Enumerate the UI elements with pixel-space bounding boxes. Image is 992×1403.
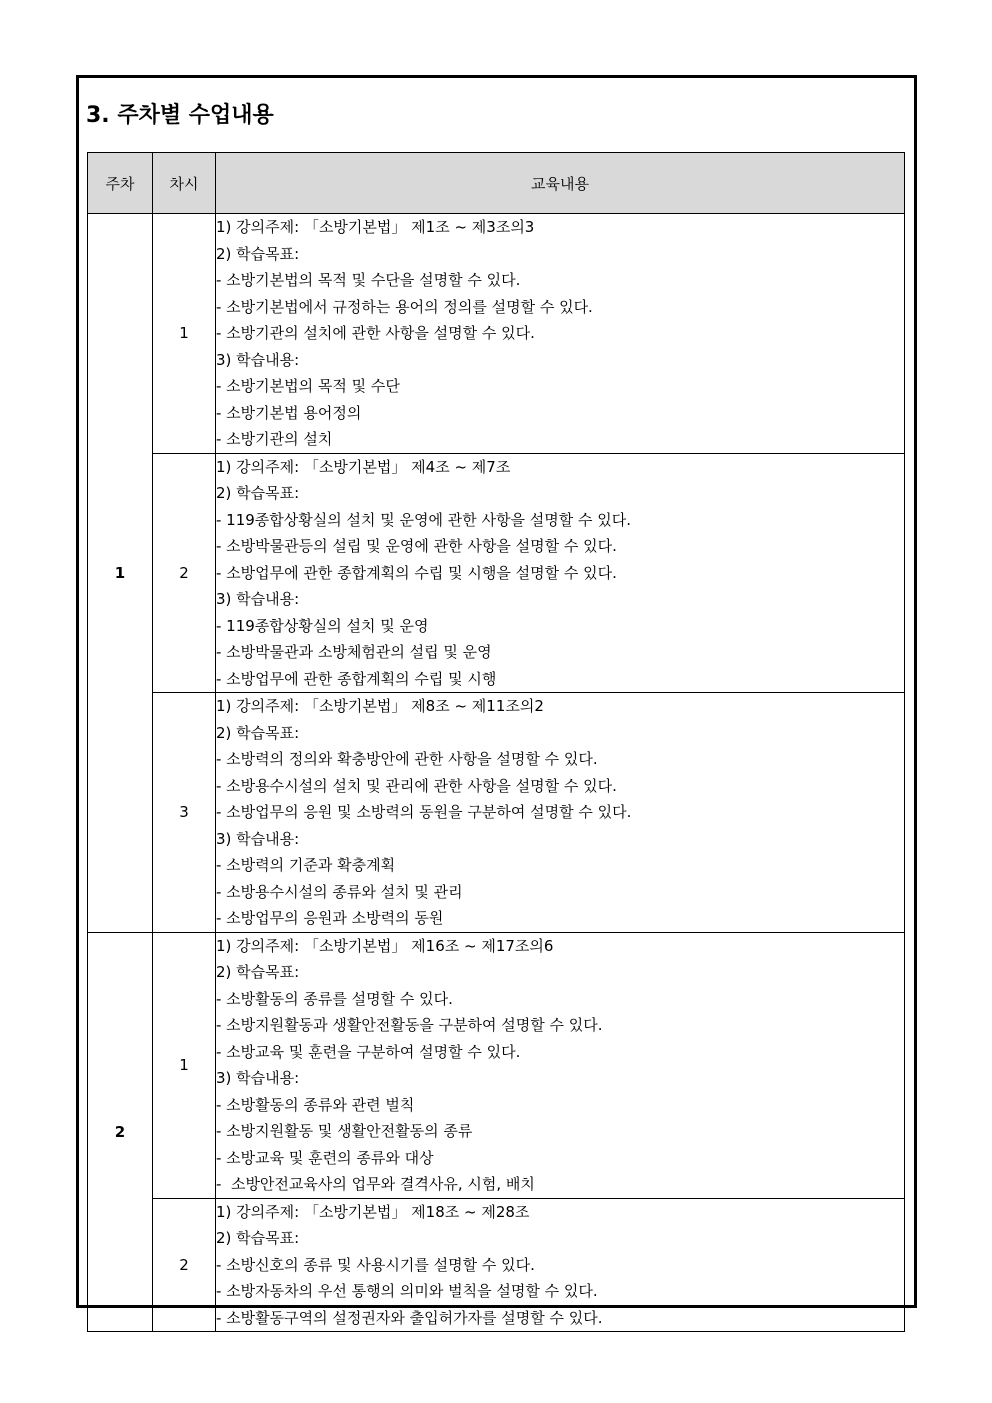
table-header-row [88,153,905,214]
session-cell: 2 [153,453,216,693]
section-title: 3. 주차별 수업내용 [86,103,274,128]
table-row [88,693,905,933]
header-session: 차시 [153,153,216,214]
content-line: - 소방업무의 응원 및 소방력의 동원을 구분하여 설명할 수 있다. [216,803,632,821]
table-row [88,453,905,693]
content-line: 1) 강의주제: 「소방기본법」 제16조 ~ 제17조의6 [216,936,554,955]
content-line: 3) 학습내용: [216,1069,300,1087]
content-line: 2) 학습목표: [216,484,300,502]
table-row [88,932,905,1198]
content-line: 3) 학습내용: [216,829,300,848]
content-line: 2) 학습목표: [216,963,300,981]
content-cell [216,453,905,693]
content-line: - 소방업무에 관한 종합계획의 수립 및 시행 [216,669,497,688]
content-line: - 소방용수시설의 종류와 설치 및 관리 [216,882,463,901]
content-cell [216,214,905,454]
content-line: 1) 강의주제: 「소방기본법」 제4조 ~ 제7조 [216,457,511,476]
content-line: - 소방기본법 용어정의 [216,403,362,422]
content-line: - 소방활동의 종류를 설명할 수 있다. [216,989,453,1008]
content-line: 1) 강의주제: 「소방기본법」 제8조 ~ 제11조의2 [216,697,544,715]
content-line: - 소방기관의 설치에 관한 사항을 설명할 수 있다. [216,324,535,342]
table-row [88,214,905,454]
content-cell [216,693,905,933]
content-cell [216,1198,905,1332]
content-line: - 소방자동차의 우선 통행의 의미와 벌칙을 설명할 수 있다. [216,1282,598,1300]
content-line: 3) 학습내용: [216,590,300,608]
content-line: 3) 학습내용: [216,350,300,369]
content-line: - 소방활동구역의 설정권자와 출입허가자를 설명할 수 있다. [216,1308,603,1327]
content-line: - 소방업무에 관한 종합계획의 수립 및 시행을 설명할 수 있다. [216,563,617,582]
content-line: - 소방력의 기준과 확충계획 [216,856,396,874]
week-cell: 1 [88,214,153,933]
content-line: - 소방지원활동 및 생활안전활동의 종류 [216,1122,473,1140]
content-line: - 소방기본법의 목적 및 수단을 설명할 수 있다. [216,271,521,289]
content-line: - 소방교육 및 훈련의 종류와 대상 [216,1148,434,1167]
table-row [88,1198,905,1332]
content-line: - 소방력의 정의와 확충방안에 관한 사항을 설명할 수 있다. [216,750,598,768]
session-cell: 3 [153,693,216,933]
content-line: - 소방기관의 설치 [216,430,333,448]
weekly-schedule-table [87,152,905,1332]
week-cell: 2 [88,932,153,1332]
content-line: - 소방박물관과 소방체험관의 설립 및 운영 [216,643,492,661]
content-line: 2) 학습목표: [216,1229,300,1247]
content-line: - 소방기본법의 목적 및 수단 [216,377,400,395]
content-line: 1) 강의주제: 「소방기본법」 제1조 ~ 제3조의3 [216,218,535,236]
content-line: - 소방안전교육사의 업무와 결격사유, 시험, 배치 [216,1175,535,1193]
header-week: 주차 [88,153,153,214]
content-line: - 소방기본법에서 규정하는 용어의 정의를 설명할 수 있다. [216,297,593,316]
content-line: - 소방업무의 응원과 소방력의 동원 [216,909,444,927]
content-line: - 소방지원활동과 생활안전활동을 구분하여 설명할 수 있다. [216,1016,603,1034]
content-line: 1) 강의주제: 「소방기본법」 제18조 ~ 제28조 [216,1202,530,1221]
session-cell: 2 [153,1198,216,1332]
content-line: - 소방박물관등의 설립 및 운영에 관한 사항을 설명할 수 있다. [216,537,617,555]
content-line: 2) 학습목표: [216,244,300,263]
content-line: - 119종합상황실의 설치 및 운영 [216,616,429,635]
session-cell: 1 [153,214,216,454]
session-cell: 1 [153,932,216,1198]
content-line: 2) 학습목표: [216,723,300,742]
content-cell [216,932,905,1198]
content-line: - 소방교육 및 훈련을 구분하여 설명할 수 있다. [216,1042,521,1061]
content-line: - 소방용수시설의 설치 및 관리에 관한 사항을 설명할 수 있다. [216,776,617,795]
content-line: - 119종합상황실의 설치 및 운영에 관한 사항을 설명할 수 있다. [216,510,631,529]
content-line: - 소방활동의 종류와 관련 벌칙 [216,1095,415,1114]
header-content: 교육내용 [216,153,905,214]
content-line: - 소방신호의 종류 및 사용시기를 설명할 수 있다. [216,1255,535,1274]
